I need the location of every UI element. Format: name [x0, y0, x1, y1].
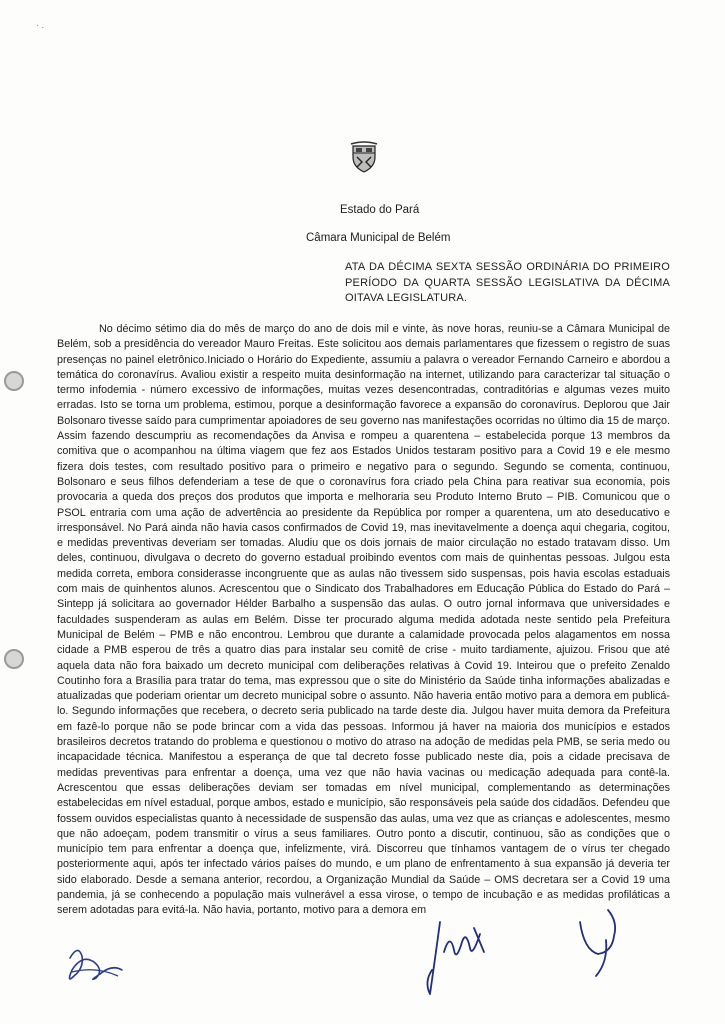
scan-mark: ·. [36, 20, 47, 31]
signature [60, 940, 130, 995]
minutes-title: ATA DA DÉCIMA SEXTA SESSÃO ORDINÁRIA DO PRIMEIRO PERÍODO DA QUARTA SESSÃO LEGISLATIVA DA DÉCIMA OITAVA LEGISLATURA. [345, 261, 670, 304]
coat-of-arms-icon [350, 141, 378, 178]
state-heading: Estado do Pará [340, 204, 420, 216]
signature [410, 912, 500, 1007]
punch-hole-icon [4, 649, 24, 669]
chamber-heading: Câmara Municipal de Belém [306, 232, 451, 244]
signature [568, 900, 628, 985]
punch-hole-icon [4, 371, 24, 391]
minutes-body: No décimo sétimo dia do mês de março do ano de dois mil e vinte, às nove horas, reuniu-se a Câmara Municipal de Belém, sob a presidência do vereador Mauro Freitas. Este solicitou aos demais parlamentares que fizessem o registro de suas presenças no painel eletrônico.Iniciado o Horário do Expediente, assumiu a palavra o vereador Fernando Carneiro e abordou a temática do coronavírus. Avaliou existir a respeito muita desinformação na internet, utilizando para caracterizar tal situação o termo infodemia - número excessivo de informações, muitas vezes desencontradas, contraditórias e algumas vezes muito erradas. Isto se torna um problema, estimou, porque a desinformação favorece a expansão do coronavírus. Deplorou que Jair Bolsonaro tivesse saído para cumprimentar apoiadores de seu governo nas manifestações ocorridas no último dia 15 de março. Assim fazendo descumpriu as recomendações da Anvisa e rompeu a quarentena – estabelecida porque 13 membros da comitiva que o acompanhou na última viagem que fez aos Estados Unidos testaram positivo para a Covid 19 e ele mesmo fizera dois testes, com resultado positivo para o primeiro e negativo para o segundo. Segundo se comenta, continuou, Bolsonaro e seus filhos defenderiam a tese de que o coronavírus fora criado pela China para reativar sua economia, pois provocaria a queda dos preços dos produtos que importa e melhoraria seu Produto Interno Bruto – PIB. Comunicou que o PSOL entraria com uma ação de advertência ao presidente da República por romper a quarentena, um ato deseducativo e irresponsável. No Pará ainda não havia casos confirmados de Covid 19, mas inevitavelmente a doença aqui chegaria, cogitou, e medidas preventivas deveriam ser tomadas. Aludiu que os dois jornais de maior circulação no estado tratavam disso. Um deles, continuou, divulgava o decreto do governo estadual proibindo eventos com mais de quinhentas pessoas. Julgou esta medida correta, embora considerasse incongruente que as aulas não tivessem sido suspensas, pois havia escolas estaduais com mais de quinhentos alunos. Acrescentou que o Sindicato dos Trabalhadores em Educação Pública do Estado do Pará – Sintepp já solicitara ao governador Hélder Barbalho a suspensão das aulas. O outro jornal informava que universidades e faculdades suspenderam as aulas em Belém. Disse ter procurado alguma medida adotada neste sentido pela Prefeitura Municipal de Belém – PMB e não encontrou. Lembrou que durante a calamidade provocada pelos alagamentos em nossa cidade a PMB esperou de três a quatro dias para instalar seu comitê de crise - muito tardiamente, ajuizou. Frisou que até aquela data não fora baixado um decreto municipal com deliberações relativas à Covid 19. Inteirou que o prefeito Zenaldo Coutinho fora a Brasília para tratar do tema, mas expressou que o site do Ministério da Saúde tinha informações abalizadas e atualizadas que poderiam orientar um decreto municipal sobre o assunto. Não haveria então motivo para a demora em publicá-lo. Segundo informações que recebera, o decreto seria publicado na tarde deste dia. Julgou haver muita demora da Prefeitura em fazê-lo porque não se pode brincar com a vida das pessoas. Informou já haver na maioria dos municípios e estados brasileiros decretos tratando do problema e questionou o motivo do atraso na adoção de medidas pela PMB, se seria medo ou incapacidade técnica. Manifestou a esperança de que tal decreto fosse publicado neste dia, pois a cidade precisava de medidas preventivas para enfrentar a doença, uma vez que não havia vacinas ou medicação adequada para contê-la. Acrescentou que essas deliberações deviam ser tomadas em nível municipal, complementando as determinações estabelecidas em nível estadual, porque ambos, estado e município, são responsáveis pela saúde dos cidadãos. Defendeu que fossem ouvidos especialistas quanto à necessidade de suspensão das aulas, uma vez que as crianças e adolescentes, mesmo que não adoeçam, podem transmitir o vírus a seus familiares. Outro ponto a discutir, continuou, são as condições que o município tem para enfrentar a doença que, infelizmente, virá. Discorreu que tínhamos vantagem de o vírus ter chegado posteriormente aqui, após ter infectado vários países do mundo, e um plano de enfrentamento à sua expansão já deveria ter sido elaborado. Desde a semana anterior, recordou, a Organização Mundial da Saúde – OMS decretara ser a Covid 19 uma pandemia, já se conhecendo a população mais vulnerável a essa virose, o tempo de incubação e as medidas profiláticas a serem adotadas para evitá-la. Não havia, portanto, motivo para a demora em [57, 323, 670, 917]
